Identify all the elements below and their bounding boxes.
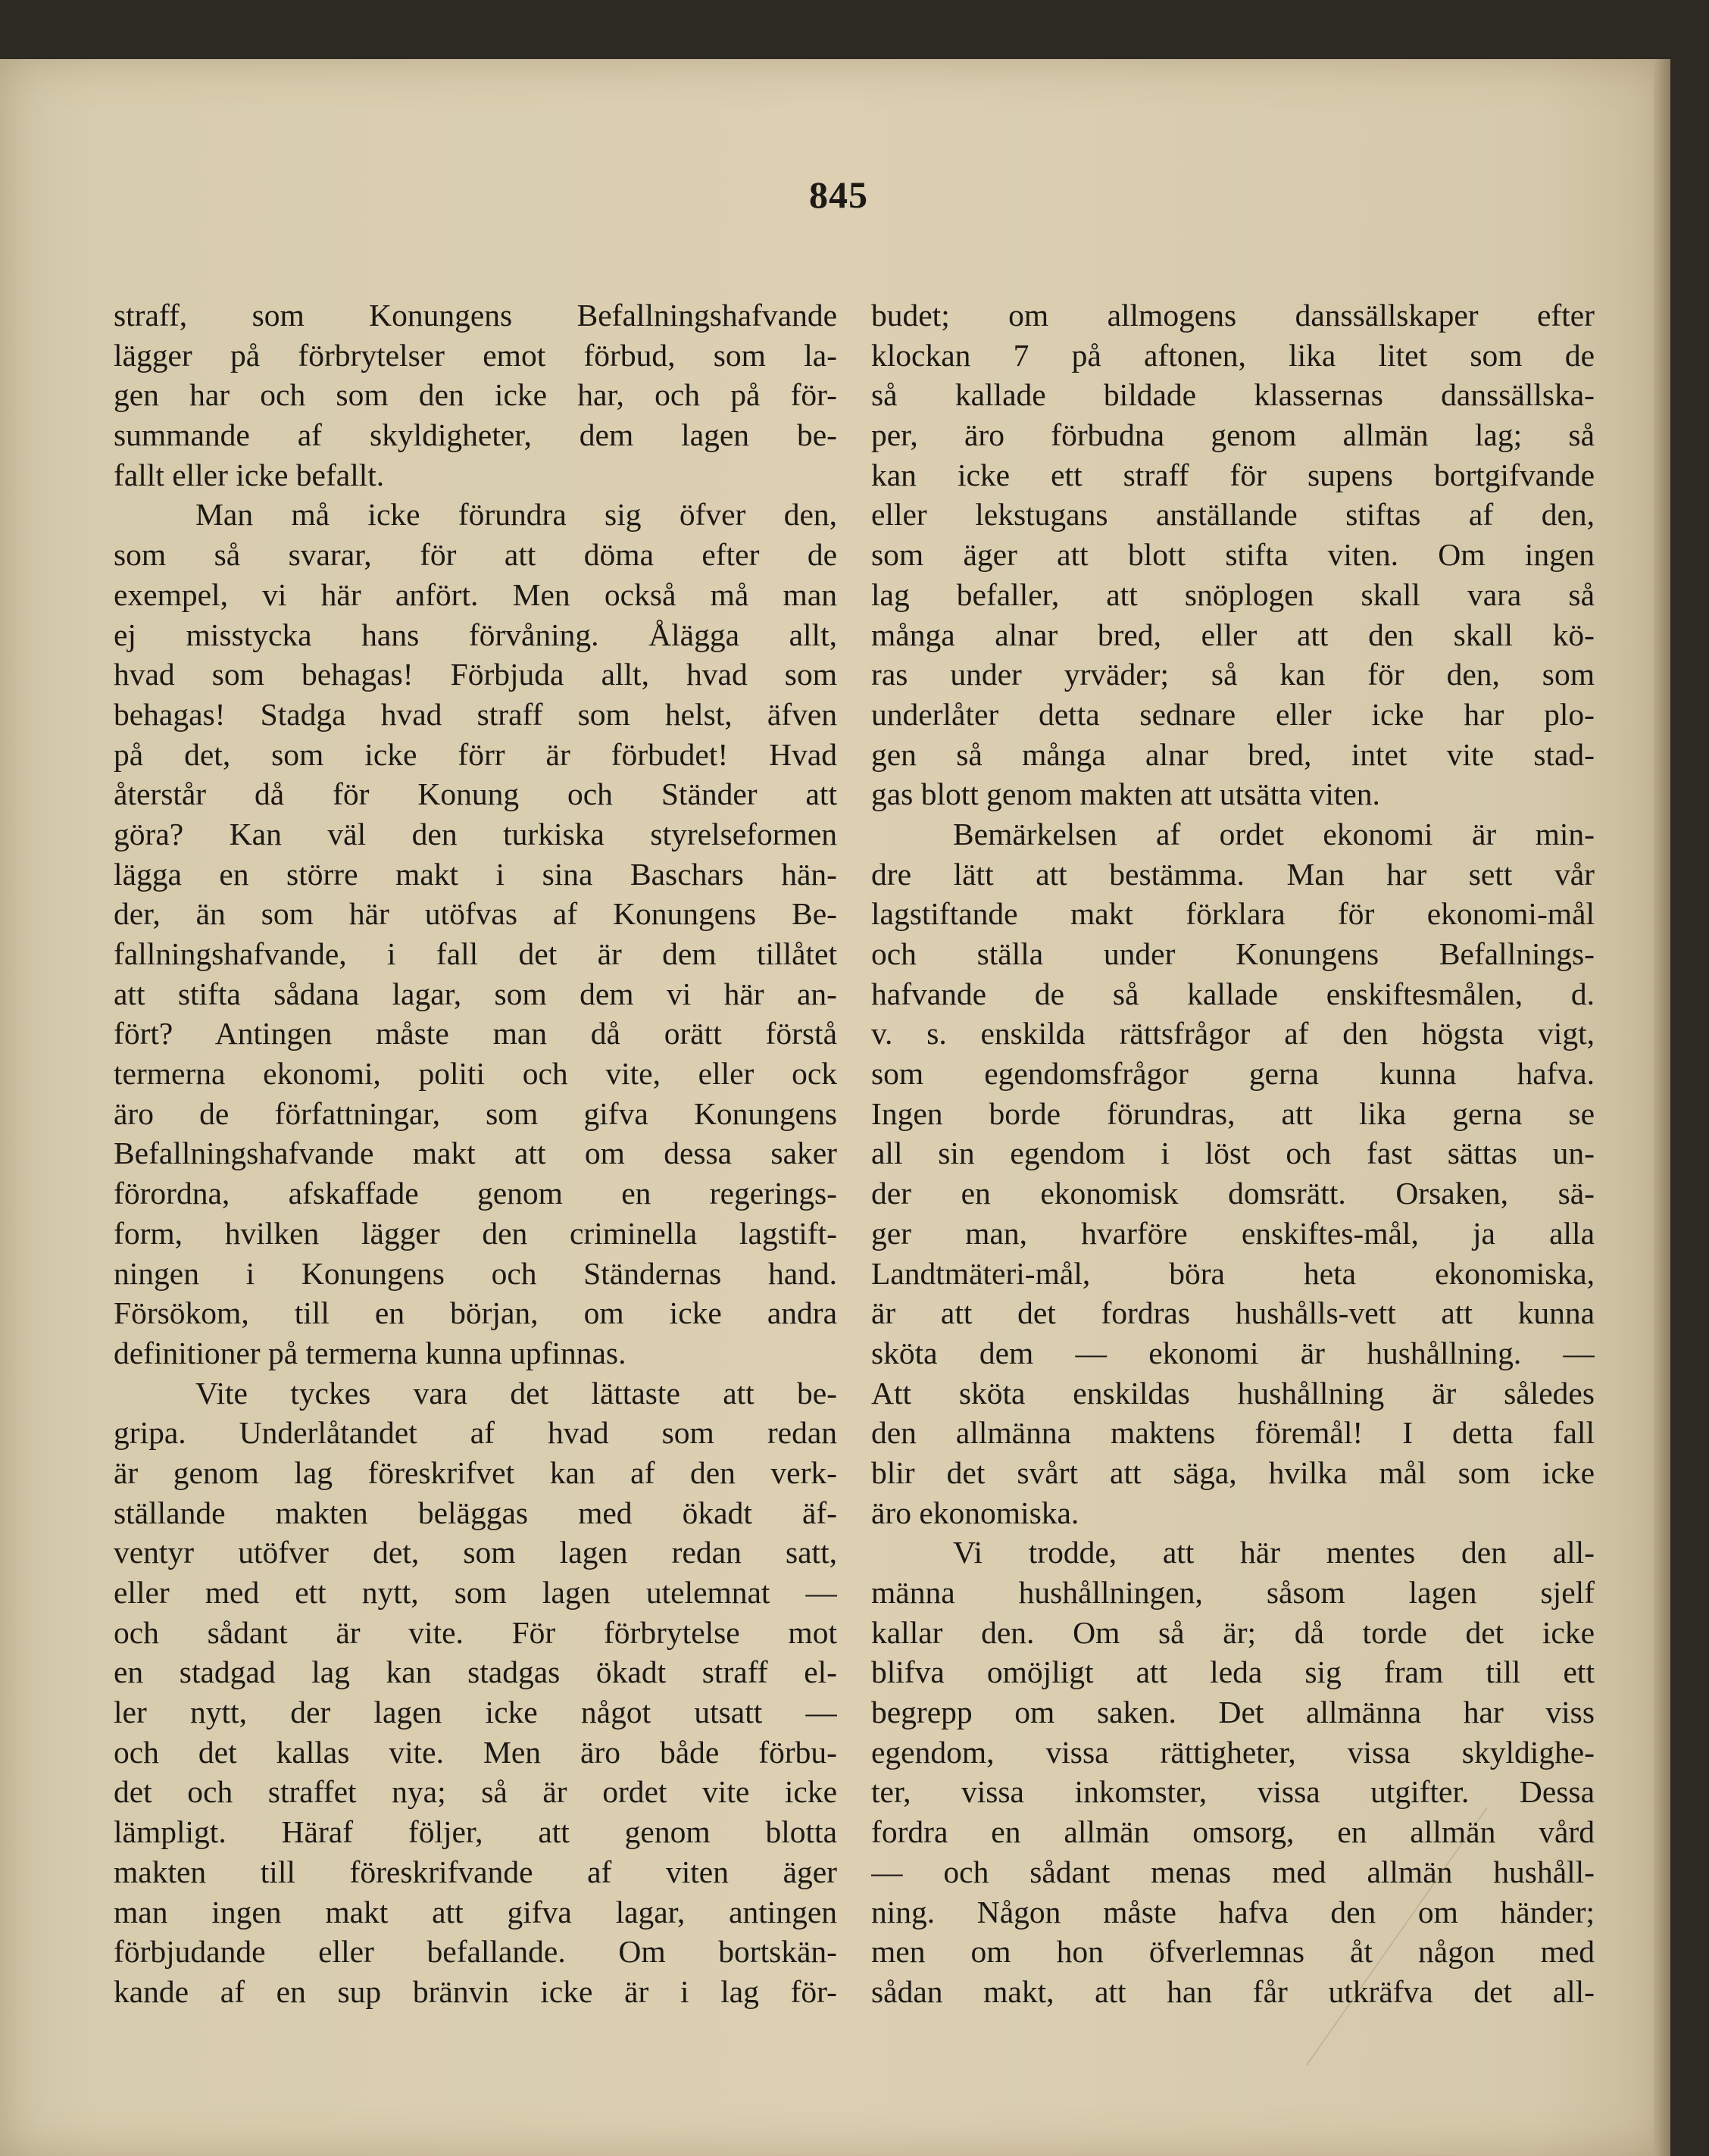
- text-line: fallt eller icke befallt.: [114, 457, 385, 492]
- text-line: och det kallas vite. Men äro både förbu-: [114, 1734, 837, 1770]
- text-line: ler nytt, der lagen icke något utsatt —: [114, 1695, 837, 1730]
- text-line: Försökom, till en början, om icke andra: [114, 1295, 837, 1331]
- text-line: är att det fordras hushålls-vett att kunna: [871, 1295, 1595, 1331]
- text-line: Man må icke förundra sig öfver den,: [195, 497, 837, 533]
- text-line: lagstiftande makt förklara för ekonomi-mål: [871, 896, 1595, 932]
- text-line: termerna ekonomi, politi och vite, eller ock: [114, 1056, 837, 1092]
- text-line: — och sådant menas med allmän hushåll-: [871, 1854, 1595, 1889]
- text-line: lämpligt. Häraf följer, att genom blotta: [114, 1814, 837, 1850]
- text-line: kallar den. Om så är; då torde det icke: [871, 1614, 1595, 1650]
- text-line: många alnar bred, eller att den skall kö-: [871, 617, 1595, 652]
- text-line: på det, som icke förr är förbudet! Hvad: [114, 736, 837, 772]
- text-line: som äger att blott stifta viten. Om ingen: [871, 537, 1595, 573]
- text-line: äro de författningar, som gifva Konungens: [114, 1095, 837, 1131]
- text-line: blir det svårt att säga, hvilka mål som icke: [871, 1455, 1595, 1490]
- text-line: ning. Någon måste hafva den om händer;: [871, 1894, 1595, 1929]
- text-line: ger man, hvarföre enskiftes-mål, ja alla: [871, 1215, 1595, 1251]
- text-line: eller med ett nytt, som lagen utelemnat —: [114, 1575, 837, 1610]
- page-number: 845: [809, 173, 868, 216]
- text-line: förbjudande eller befallande. Om bortskän-: [114, 1934, 837, 1970]
- text-line: behagas! Stadga hvad straff som helst, äfven: [114, 696, 837, 732]
- text-line: så kallade bildade klassernas danssällska-: [871, 377, 1595, 413]
- text-line: lag befaller, att snöplogen skall vara så: [871, 576, 1595, 612]
- text-line: egendom, vissa rättigheter, vissa skyldighe-: [871, 1734, 1595, 1770]
- text-line: der en ekonomisk domsrätt. Orsaken, sä-: [871, 1176, 1595, 1211]
- text-line: ställande makten beläggas med ökadt äf-: [114, 1495, 837, 1530]
- text-line: kan icke ett straff för supens bortgifvande: [871, 457, 1595, 492]
- text-line: straff, som Konungens Befallningshafvande: [114, 298, 837, 333]
- text-line: ventyr utöfver det, som lagen redan satt,: [114, 1535, 837, 1570]
- text-line: per, äro förbudna genom allmän lag; så: [871, 417, 1595, 453]
- text-line: hvad som behagas! Förbjuda allt, hvad som: [114, 657, 837, 692]
- text-line: blifva omöjligt att leda sig fram till ett: [871, 1654, 1595, 1690]
- text-line: återstår då för Konung och Ständer att: [114, 776, 837, 812]
- text-line: göra? Kan väl den turkiska styrelseformen: [114, 816, 837, 851]
- text-line: den allmänna maktens föremål! I detta fall: [871, 1415, 1595, 1451]
- text-line: v. s. enskilda rättsfrågor af den högsta vigt,: [871, 1016, 1595, 1051]
- text-line: form, hvilken lägger den criminella lagstift-: [114, 1215, 837, 1251]
- text-line: männa hushållningen, såsom lagen sjelf: [871, 1575, 1595, 1610]
- text-line: Vite tyckes vara det lättaste att be-: [195, 1375, 837, 1411]
- book-page: [0, 59, 1670, 2156]
- text-line: Vi trodde, att här mentes den all-: [953, 1535, 1595, 1570]
- page-edge: [1654, 59, 1670, 2156]
- text-line: Ingen borde förundras, att lika gerna se: [871, 1095, 1595, 1131]
- text-line: gen har och som den icke har, och på för-: [114, 377, 837, 413]
- text-line: begrepp om saken. Det allmänna har viss: [871, 1695, 1595, 1730]
- text-line: ter, vissa inkomster, vissa utgifter. Dessa: [871, 1774, 1595, 1810]
- text-line: dre lätt att bestämma. Man har sett vår: [871, 856, 1595, 892]
- text-line: kande af en sup bränvin icke är i lag för-: [114, 1973, 837, 2009]
- text-line: är genom lag föreskrifvet kan af den verk-: [114, 1455, 837, 1490]
- right-column: [871, 295, 1595, 2012]
- text-line: gas blott genom makten att utsätta viten.: [871, 776, 1380, 812]
- text-line: hafvande de så kallade enskiftesmålen, d.: [871, 976, 1595, 1011]
- text-line: fordra en allmän omsorg, en allmän vård: [871, 1814, 1595, 1850]
- text-line: en stadgad lag kan stadgas ökadt straff el-: [114, 1654, 837, 1690]
- text-line: förordna, afskaffade genom en regerings-: [114, 1176, 837, 1211]
- text-line: och ställa under Konungens Befallnings-: [871, 936, 1595, 971]
- text-line: exempel, vi här anfört. Men också må man: [114, 576, 837, 612]
- text-line: underlåter detta sednare eller icke har plo-: [871, 696, 1595, 732]
- text-line: sådan makt, att han får utkräfva det all-: [871, 1973, 1595, 2009]
- text-line: ras under yrväder; så kan för den, som: [871, 657, 1595, 692]
- text-line: eller lekstugans anställande stiftas af den,: [871, 497, 1595, 533]
- text-line: ej misstycka hans förvåning. Ålägga allt,: [114, 617, 837, 652]
- text-line: äro ekonomiska.: [871, 1495, 1079, 1530]
- text-line: summande af skyldigheter, dem lagen be-: [114, 417, 837, 453]
- text-line: och sådant är vite. För förbrytelse mot: [114, 1614, 837, 1650]
- text-line: lägger på förbrytelser emot förbud, som la-: [114, 337, 837, 373]
- text-line: lägga en större makt i sina Baschars hän-: [114, 856, 837, 892]
- text-line: fört? Antingen måste man då orätt förstå: [114, 1016, 837, 1051]
- text-line: ningen i Konungens och Ständernas hand.: [114, 1255, 837, 1291]
- text-line: att stifta sådana lagar, som dem vi här an-: [114, 976, 837, 1011]
- text-line: makten till föreskrifvande af viten äger: [114, 1854, 837, 1889]
- text-line: klockan 7 på aftonen, lika litet som de: [871, 337, 1595, 373]
- text-line: gripa. Underlåtandet af hvad som redan: [114, 1415, 837, 1451]
- text-line: men om hon öfverlemnas åt någon med: [871, 1934, 1595, 1970]
- text-line: budet; om allmogens danssällskaper efter: [871, 298, 1595, 333]
- text-line: fallningshafvande, i fall det är dem tillåtet: [114, 936, 837, 971]
- left-column: [114, 295, 837, 2012]
- text-line: Bemärkelsen af ordet ekonomi är min-: [953, 816, 1595, 851]
- text-line: sköta dem — ekonomi är hushållning. —: [871, 1335, 1595, 1370]
- text-line: det och straffet nya; så är ordet vite icke: [114, 1774, 837, 1810]
- text-line: definitioner på termerna kunna upfinnas.: [114, 1335, 626, 1370]
- text-line: gen så många alnar bred, intet vite stad-: [871, 736, 1595, 772]
- text-line: Befallningshafvande makt att om dessa saker: [114, 1136, 837, 1171]
- text-line: der, än som här utöfvas af Konungens Be-: [114, 896, 837, 932]
- text-line: som egendomsfrågor gerna kunna hafva.: [871, 1056, 1595, 1092]
- text-line: som så svarar, för att döma efter de: [114, 537, 837, 573]
- text-line: Landtmäteri-mål, böra heta ekonomiska,: [871, 1255, 1595, 1291]
- text-line: man ingen makt att gifva lagar, antingen: [114, 1894, 837, 1929]
- text-line: all sin egendom i löst och fast sättas un-: [871, 1136, 1595, 1171]
- text-line: Att sköta enskildas hushållning är således: [871, 1375, 1595, 1411]
